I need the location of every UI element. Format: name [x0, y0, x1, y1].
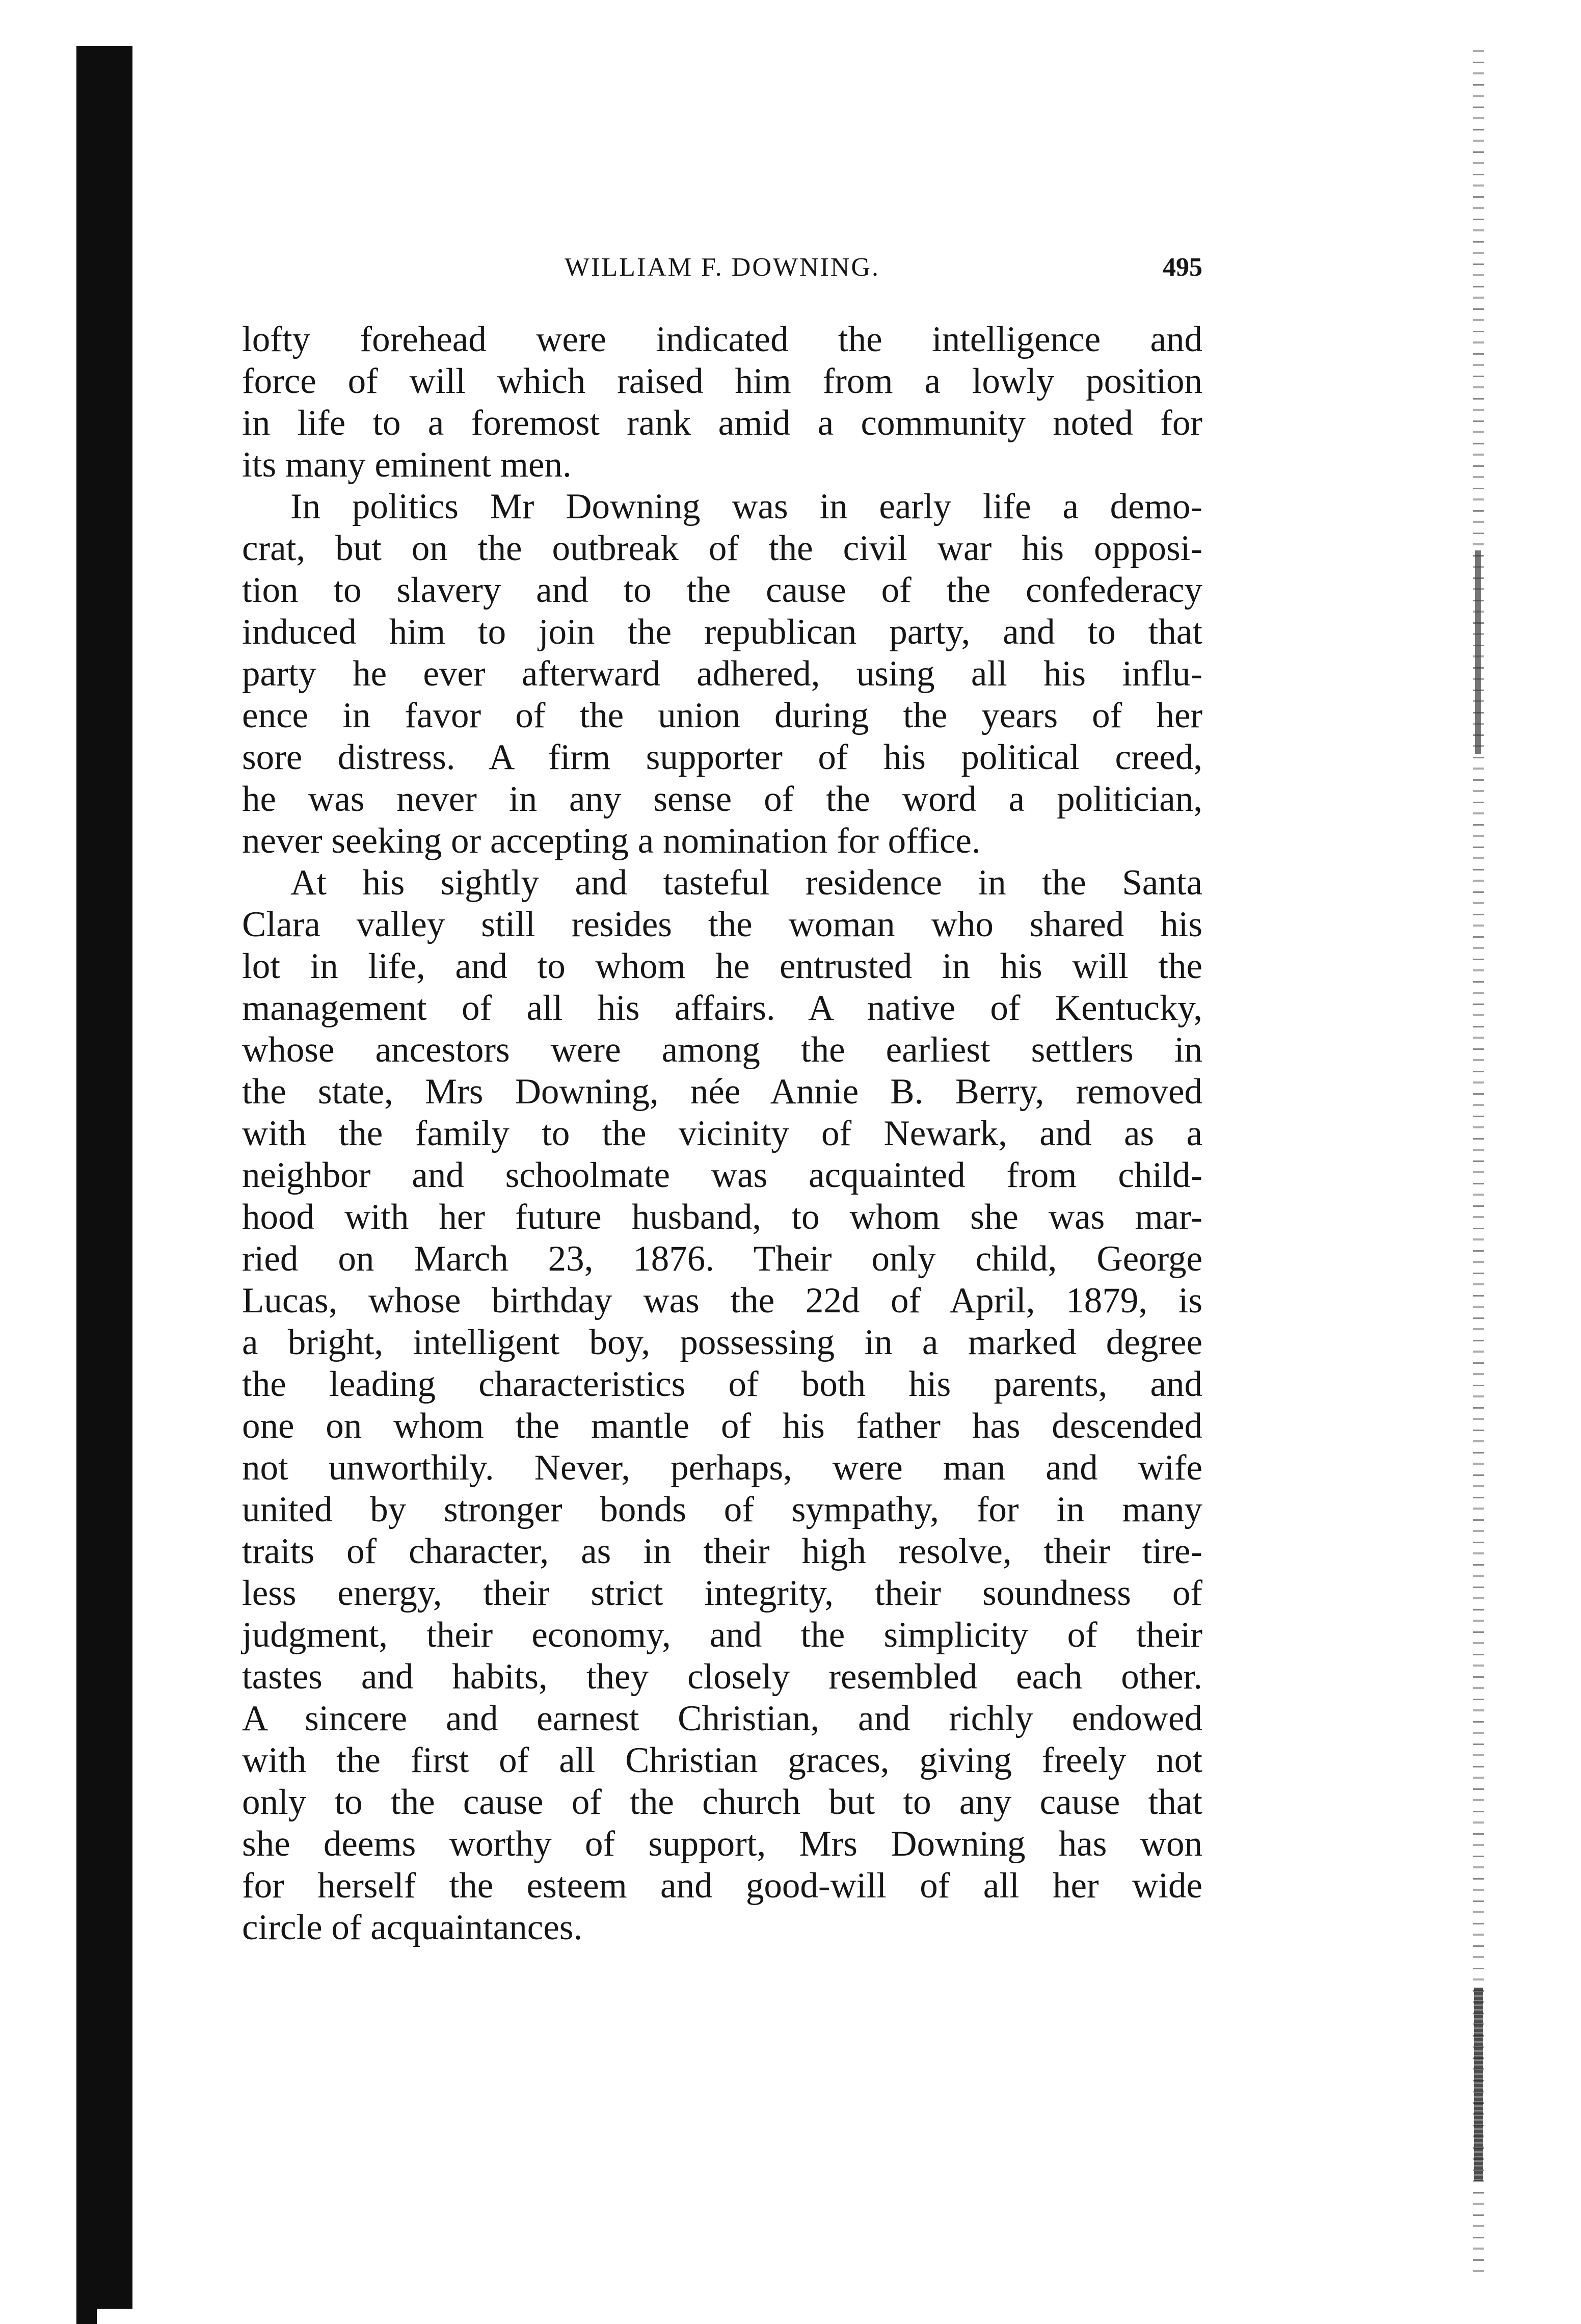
text-line: Lucas, whose birthday was the 22d of April, 1879, is	[242, 1281, 1202, 1321]
text-line: a bright, intelligent boy, possessing in a marked degree	[242, 1323, 1202, 1362]
scan-binding-shadow	[76, 46, 132, 2309]
text-line: force of will which raised him from a lowly position	[242, 361, 1202, 401]
text-line: lofty forehead were indicated the intelligence and	[242, 320, 1202, 359]
text-line: At his sightly and tasteful residence in the Santa	[290, 863, 1202, 903]
text-line: its many eminent men.	[242, 445, 572, 485]
text-line: not unworthily. Never, perhaps, were man and wife	[242, 1448, 1202, 1488]
page-number: 495	[1163, 253, 1202, 282]
text-line: A sincere and earnest Christian, and richly endowed	[242, 1699, 1202, 1738]
text-line: less energy, their strict integrity, their soundness of	[242, 1573, 1202, 1613]
text-line: ence in favor of the union during the years of her	[242, 696, 1202, 735]
text-line: In politics Mr Downing was in early life a demo-	[290, 487, 1202, 526]
text-line: he was never in any sense of the word a politician,	[242, 779, 1202, 819]
text-line: lot in life, and to whom he entrusted in his will the	[242, 946, 1202, 986]
scan-page-edge	[1473, 41, 1484, 2273]
text-line: the leading characteristics of both his parents, and	[242, 1364, 1202, 1404]
text-line: circle of acquaintances.	[242, 1908, 583, 1947]
text-line: Clara valley still resides the woman who shared his	[242, 905, 1202, 944]
text-line: for herself the esteem and good-will of all her wide	[242, 1866, 1202, 1906]
text-line: traits of character, as in their high resolve, their tire-	[242, 1531, 1202, 1571]
text-line: she deems worthy of support, Mrs Downing has won	[242, 1824, 1202, 1864]
text-line: judgment, their economy, and the simplicity of their	[242, 1615, 1202, 1655]
text-line: united by stronger bonds of sympathy, for in many	[242, 1490, 1202, 1529]
text-line: induced him to join the republican party, and to that	[242, 612, 1202, 652]
paragraph	[242, 862, 1202, 1948]
text-line: with the first of all Christian graces, giving freely not	[242, 1740, 1202, 1780]
body-text	[242, 319, 1202, 1948]
running-title: WILLIAM F. DOWNING.	[565, 253, 880, 282]
text-line: tastes and habits, they closely resembled each other.	[242, 1657, 1202, 1697]
text-line: whose ancestors were among the earliest settlers in	[242, 1030, 1202, 1070]
text-line: only to the cause of the church but to any cause that	[242, 1782, 1202, 1822]
text-line: in life to a foremost rank amid a community noted for	[242, 403, 1202, 443]
text-line: neighbor and schoolmate was acquainted from child-	[242, 1155, 1202, 1195]
text-line: tion to slavery and to the cause of the confederacy	[242, 570, 1202, 610]
scan-page-edge-mark	[1474, 1988, 1483, 2181]
text-line: sore distress. A firm supporter of his political creed,	[242, 737, 1202, 777]
text-line: with the family to the vicinity of Newark, and as a	[242, 1114, 1202, 1153]
text-line: the state, Mrs Downing, née Annie B. Berry, removed	[242, 1072, 1202, 1112]
paragraph	[242, 319, 1202, 486]
text-line: crat, but on the outbreak of the civil war his opposi-	[242, 529, 1202, 568]
running-head	[242, 252, 1202, 293]
text-line: party he ever afterward adhered, using all his influ-	[242, 654, 1202, 694]
text-line: hood with her future husband, to whom she was mar-	[242, 1197, 1202, 1237]
scan-page-edge-mark	[1475, 550, 1481, 754]
text-line: one on whom the mantle of his father has descended	[242, 1406, 1202, 1446]
text-line: ried on March 23, 1876. Their only child, George	[242, 1239, 1202, 1279]
paragraph	[242, 486, 1202, 862]
text-line: never seeking or accepting a nomination for office.	[242, 821, 981, 861]
text-line: management of all his affairs. A native of Kentucky,	[242, 988, 1202, 1028]
